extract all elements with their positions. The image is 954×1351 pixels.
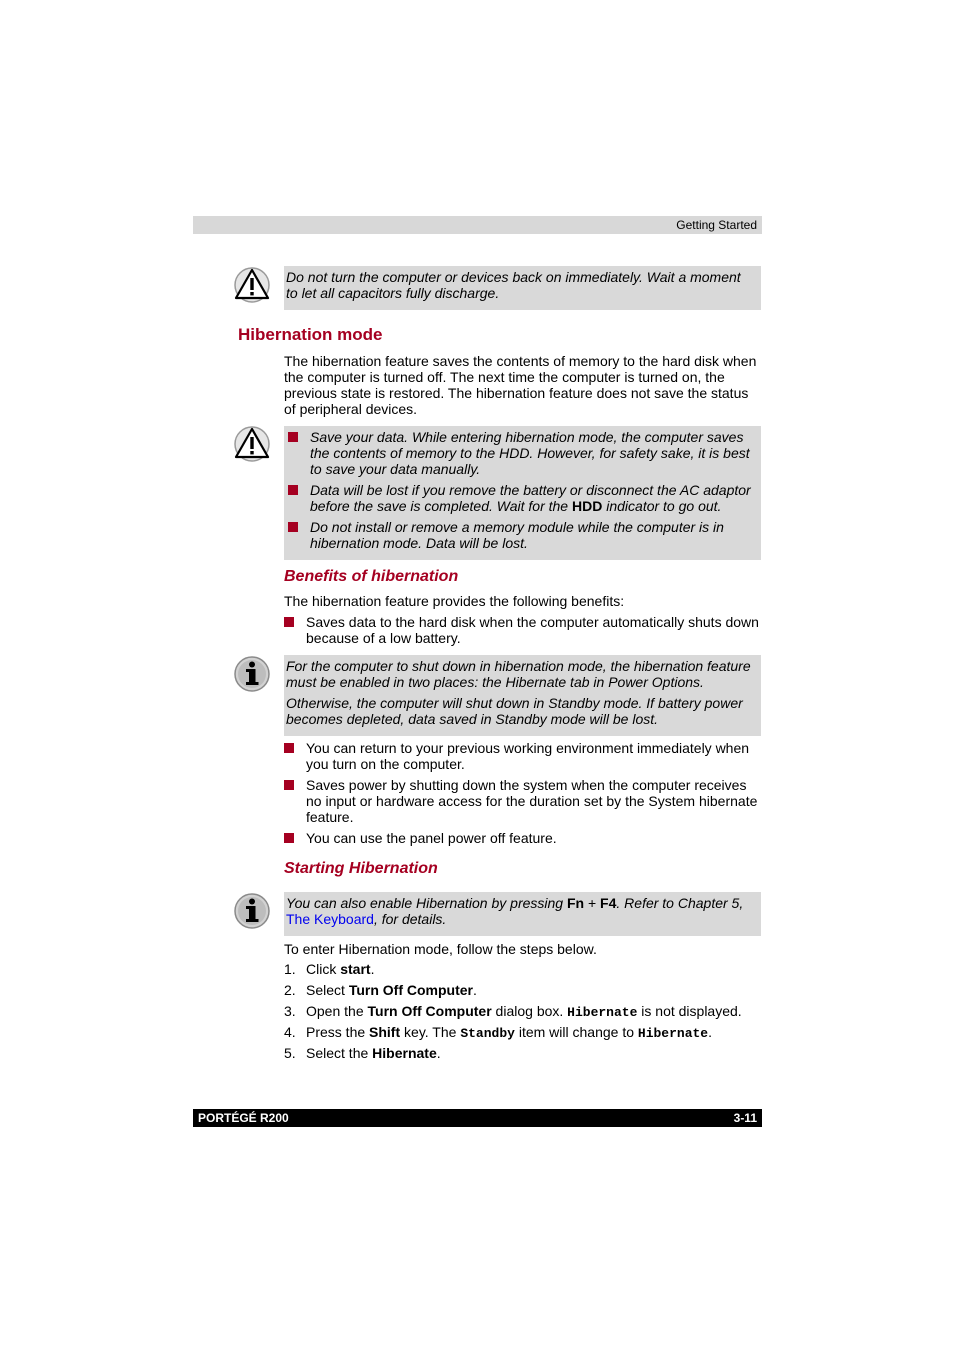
steps-list [284,961,762,1066]
text-run: . [436,1045,441,1061]
list-item [284,830,762,846]
list-item [284,1024,762,1045]
list-item [284,961,762,982]
ui-term: start [340,961,371,977]
list-item [284,1003,762,1024]
bullet-icon [284,833,294,843]
code-term: Standby [460,1026,515,1041]
caution-item-text: Save your data. While entering hibernation mode, the computer saves the contents of memory to the HDD. However, for safety sake, it is best to save your data manually. [310,429,750,477]
product-name: PORTÉGÉ R200 [198,1111,289,1125]
text-run: . [370,961,375,977]
caution-box-top [284,266,761,310]
bullet-icon [284,617,294,627]
subsection-heading [284,859,438,879]
caution-box-hibernation [284,426,761,560]
bullet-icon [284,743,294,753]
text-run: Select the [306,1045,373,1061]
text-run: key. The [400,1024,461,1040]
text-run: Select [306,982,349,998]
text-run: . Refer to Chapter 5, [616,895,744,911]
starting-title: Starting Hibernation [284,860,438,877]
caution-icon [233,266,271,304]
ui-term: Turn Off Computer [367,1003,492,1019]
benefits-list-continued [284,740,762,846]
key-f4: F4 [600,895,617,911]
hibernation-intro: The hibernation feature saves the contents of memory to the hard disk when the computer is turned off. The next time the computer is turned on, the previous state is restored. The hibernation feature does not save the status of peripheral devices. [284,353,757,417]
text-run: is not displayed. [637,1003,742,1019]
step-number: 1. [284,961,296,977]
text-run: Click [306,961,341,977]
subsection-heading [284,567,458,587]
step-number: 4. [284,1024,296,1040]
code-term: Hibernate [567,1005,638,1020]
page-number: 3-11 [733,1111,757,1125]
list-item [286,519,756,551]
list-item-text: Saves data to the hard disk when the computer automatically shuts down because of a low battery. [306,614,759,646]
info-icon [233,892,271,930]
step-number: 2. [284,982,296,998]
note-box-benefits [284,655,761,736]
list-item [284,740,762,772]
key-fn: Fn [566,895,585,911]
ui-term: Hibernate [372,1045,437,1061]
list-item [284,1045,762,1066]
note-box-starting [284,892,761,936]
text-run: . [472,982,477,998]
code-term: Hibernate [637,1026,709,1041]
caution-text: Do not turn the computer or devices back on immediately. Wait a moment to let all capacitors fully discharge. [286,269,741,301]
ui-term: Shift [369,1024,401,1040]
text-run: You can also enable Hibernation by pressing [286,895,567,911]
bullet-icon [288,522,298,532]
running-footer [193,1109,762,1127]
caution-item-text [310,482,751,514]
section-name: Getting Started [676,218,757,232]
benefits-title: Benefits of hibernation [284,568,459,585]
list-item-text: Saves power by shutting down the system when the computer receives no input or hardware access for the duration set by the System hibernate feature. [306,777,758,825]
list-item [284,982,762,1003]
running-header [193,216,762,234]
text-run: Open the [306,1003,368,1019]
caution-icon [233,425,271,463]
ui-term: Turn Off Computer [348,982,473,998]
bullet-icon [284,780,294,790]
list-item-text: You can use the panel power off feature. [306,830,557,846]
keyboard-chapter-link[interactable]: The Keyboard [286,911,374,927]
caution-item-text: Do not install or remove a memory module while the computer is in hibernation mode. Data will be lost. [310,519,724,551]
note-paragraph: For the computer to shut down in hibernation mode, the hibernation feature must be enabled in two places: the Hibernate tab in Power Options. [286,658,751,690]
note-paragraph: Otherwise, the computer will shut down in Standby mode. If battery power becomes depleted, data saved in Standby mode will be lost. [286,695,743,727]
text-run: + [584,895,601,911]
list-item-text: You can return to your previous working environment immediately when you turn on the computer. [306,740,750,772]
hdd-label: HDD [572,498,603,514]
text-run: dialog box. [491,1003,568,1019]
bullet-icon [288,432,298,442]
list-item [286,429,756,477]
list-item [286,482,756,514]
section-heading [238,325,383,345]
text-run: . [708,1024,712,1040]
caution-list [286,429,756,551]
text-run: Press the [306,1024,370,1040]
text-run: indicator to go out. [602,498,722,514]
text-run: item will change to [514,1024,638,1040]
bullet-icon [288,485,298,495]
benefits-list [284,614,762,646]
benefits-intro: The hibernation feature provides the following benefits: [284,593,625,609]
info-icon [233,655,271,693]
starting-intro: To enter Hibernation mode, follow the steps below. [284,941,597,957]
list-item [284,777,762,825]
text-run: , for details. [373,911,447,927]
step-number: 3. [284,1003,296,1019]
list-item [284,614,762,646]
hibernation-title: Hibernation mode [238,325,383,344]
step-number: 5. [284,1045,296,1061]
text-run: Data will be lost if you remove the battery or disconnect the AC adaptor before the save is completed. Wait for the [310,482,751,514]
note-paragraph [286,895,756,927]
